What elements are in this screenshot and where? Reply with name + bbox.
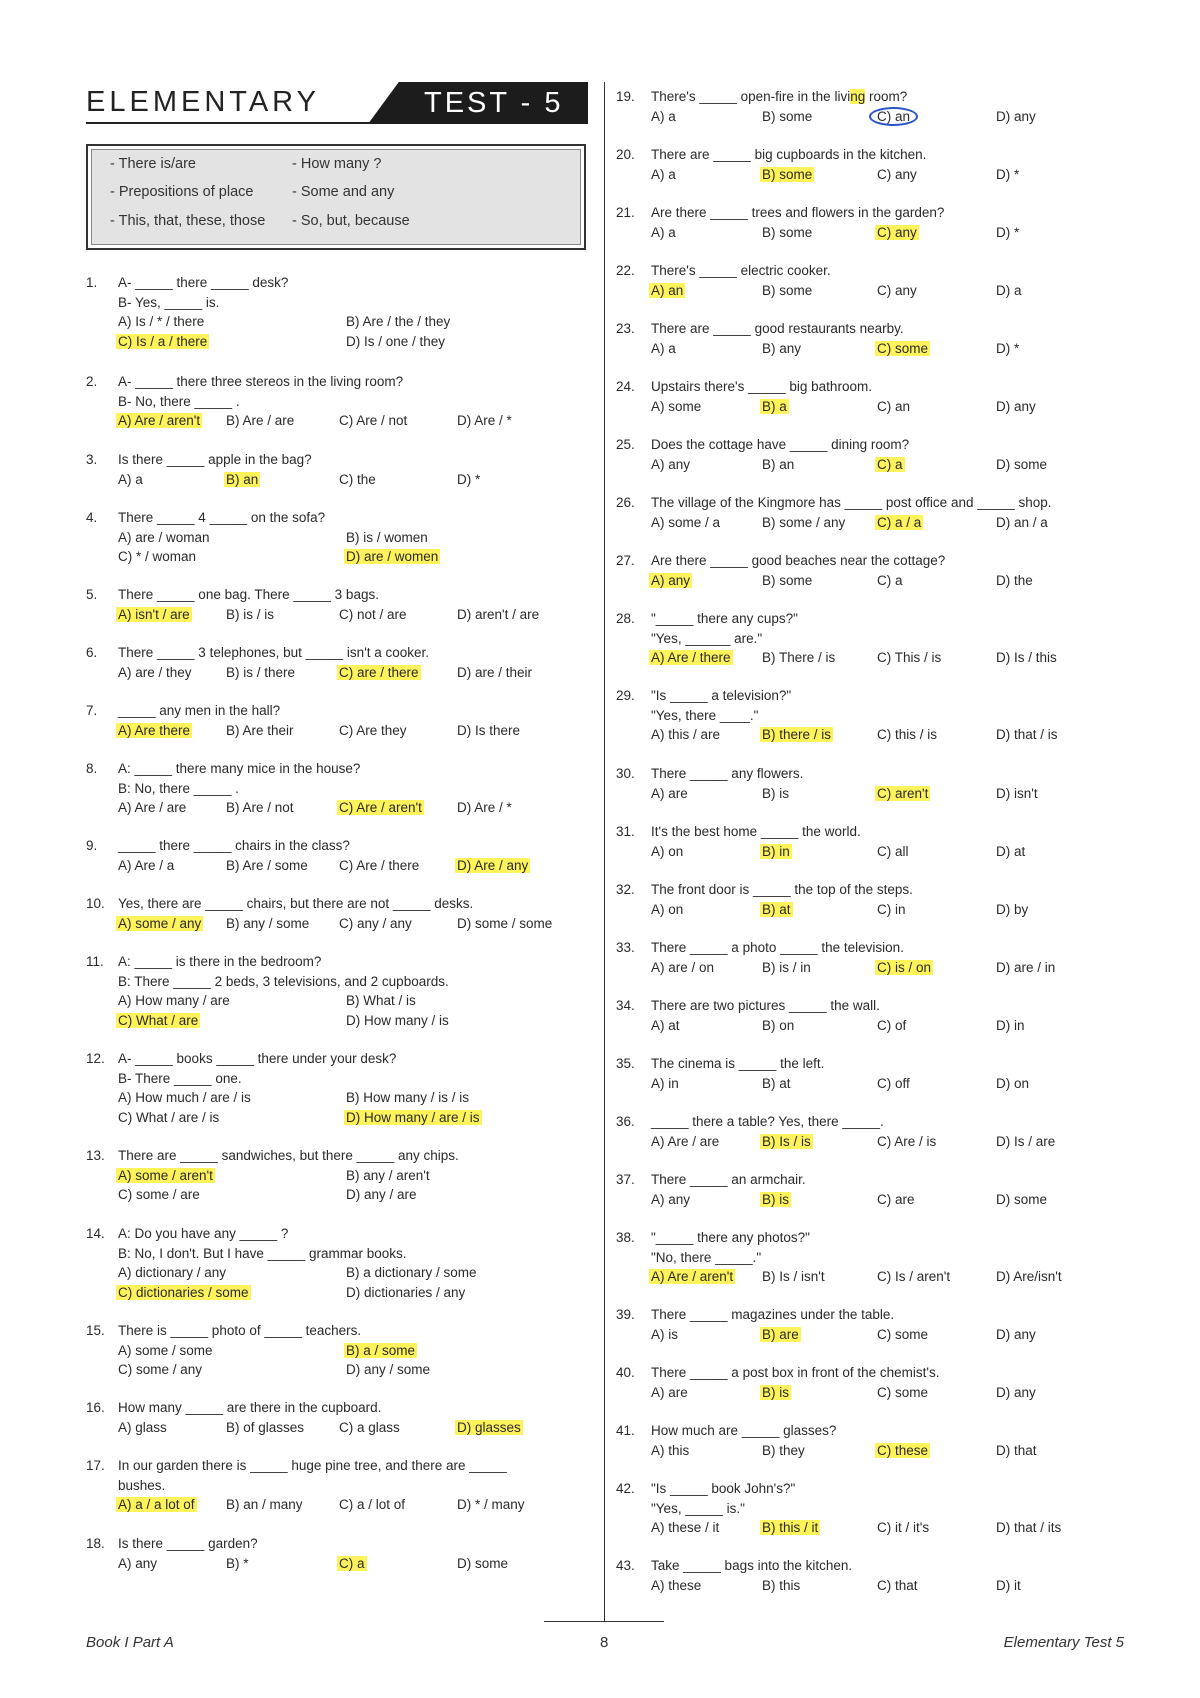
question-number: 23. <box>616 321 635 336</box>
highlighted-answer: C) these <box>877 1442 929 1458</box>
answer-option: D) are / in <box>996 959 1056 975</box>
question-text: A- _____ there three stereos in the living room? <box>118 374 404 389</box>
answer-option: D) * <box>996 340 1020 356</box>
answer-option: C) a / lot of <box>339 1497 406 1512</box>
answer-option: B) Is / isn't <box>762 1269 825 1284</box>
answer-option: C) this / is <box>877 727 938 742</box>
answer-option: C) some <box>877 1326 929 1342</box>
answer-option: D) any / some <box>346 1362 431 1377</box>
question-number: 20. <box>616 147 635 162</box>
answer-option: B) some <box>762 224 813 240</box>
question-text: The village of the Kingmore has _____ post office and _____ shop. <box>651 495 1052 510</box>
highlighted-answer: B) are <box>762 1326 799 1342</box>
answer-option: C) Are / not <box>339 413 408 428</box>
question-number: 11. <box>86 954 104 969</box>
answer-option: A) some / some <box>118 1342 213 1358</box>
question-text: B: No, there _____ . <box>118 780 239 796</box>
question-number: 36. <box>616 1114 635 1129</box>
answer-option: B) Are their <box>226 722 294 738</box>
answer-option: B) some <box>762 282 813 298</box>
highlighted-answer: D) are / women <box>346 549 439 564</box>
answer-option: D) Is / are <box>996 1133 1056 1149</box>
question-text: Is there _____ garden? <box>118 1536 258 1551</box>
answer-option: D) Are / * <box>457 413 512 428</box>
highlighted-answer: C) a / a <box>877 514 922 530</box>
highlighted-answer: C) Is / a / there <box>118 333 208 349</box>
question-text: B- There _____ one. <box>118 1070 242 1086</box>
question-text: Is there _____ apple in the bag? <box>118 452 312 467</box>
question-text: In our garden there is _____ huge pine tree, and there are _____ <box>118 1458 507 1473</box>
answer-option: D) by <box>996 901 1029 917</box>
highlighted-answer: A) any <box>651 572 691 588</box>
answer-option: A) is <box>651 1326 678 1342</box>
answer-option: A) a <box>651 166 676 182</box>
question-number: 25. <box>616 437 635 452</box>
answer-option: A) How much / are / is <box>118 1090 251 1105</box>
highlighted-answer: B) Is / is <box>762 1133 811 1149</box>
answer-option: B) is <box>762 785 789 801</box>
question-number: 3. <box>86 452 98 467</box>
question-text: A: _____ there many mice in the house? <box>118 761 361 776</box>
highlighted-answer: C) dictionaries / some <box>118 1284 249 1300</box>
answer-option: A) these / it <box>651 1520 720 1535</box>
question-text: A- _____ there _____ desk? <box>118 275 289 290</box>
question-text: "_____ there any photos?" <box>651 1230 810 1245</box>
answer-option: B) they <box>762 1442 805 1458</box>
answer-option: C) of <box>877 1017 907 1033</box>
question-number: 40. <box>616 1365 635 1380</box>
answer-option: D) are / their <box>457 664 533 680</box>
question-text: There are two pictures _____ the wall. <box>651 998 880 1013</box>
highlighted-answer: B) in <box>762 843 790 859</box>
answer-option: B) Are / some <box>226 857 308 873</box>
question-number: 29. <box>616 688 635 703</box>
question-text: There's _____ open-fire in the living room? <box>651 89 908 104</box>
answer-option: D) isn't <box>996 785 1038 801</box>
highlighted-answer: C) Are / aren't <box>339 800 422 815</box>
answer-option: D) Are / * <box>457 800 512 815</box>
answer-option: D) that / its <box>996 1520 1062 1535</box>
question-text: There are _____ big cupboards in the kitchen. <box>651 147 927 162</box>
level-title: ELEMENTARY <box>86 86 320 118</box>
question-number: 35. <box>616 1056 635 1071</box>
question-text: "Yes, _____ is." <box>651 1500 745 1516</box>
question-number: 28. <box>616 611 635 626</box>
topic-item: - How many ? <box>292 156 382 172</box>
question-text: There is _____ photo of _____ teachers. <box>118 1323 362 1338</box>
answer-option: B) There / is <box>762 650 836 665</box>
answer-option: D) an / a <box>996 514 1048 530</box>
circled-answer: C) an <box>877 107 918 127</box>
answer-option: D) on <box>996 1075 1030 1091</box>
answer-option: D) aren't / are <box>457 606 540 622</box>
highlighted-answer: A) Are / aren't <box>118 413 201 428</box>
question-number: 13. <box>86 1148 105 1163</box>
answer-option: B) an / many <box>226 1497 303 1512</box>
highlighted-answer: A) Are / aren't <box>651 1269 734 1284</box>
question-text: Upstairs there's _____ big bathroom. <box>651 379 872 394</box>
answer-option: A) are / on <box>651 959 715 975</box>
question-text: The front door is _____ the top of the steps. <box>651 882 913 897</box>
question-number: 16. <box>86 1400 105 1415</box>
footer-test: Elementary Test 5 <box>1003 1634 1124 1651</box>
answer-option: D) Is there <box>457 722 521 738</box>
answer-option: D) some / some <box>457 915 553 931</box>
answer-option: A) some / a <box>651 514 721 530</box>
question-text: "No, there _____." <box>651 1249 762 1265</box>
highlighted-answer: A) some / aren't <box>118 1167 213 1183</box>
highlighted-answer: C) What / are <box>118 1012 199 1028</box>
highlighted-answer: A) isn't / are <box>118 606 190 622</box>
question-number: 15. <box>86 1323 105 1338</box>
question-number: 19. <box>616 89 635 104</box>
answer-option: B) is / women <box>346 529 428 545</box>
highlighted-answer: A) some / any <box>118 915 202 931</box>
question-text: There's _____ electric cooker. <box>651 263 831 278</box>
question-text: There _____ 4 _____ on the sofa? <box>118 510 326 525</box>
question-number: 30. <box>616 766 635 781</box>
question-text: B: There _____ 2 beds, 3 televisions, and 2 cupboards. <box>118 973 449 989</box>
highlighted-answer: C) any <box>877 224 917 240</box>
highlighted-answer: B) this / it <box>762 1520 819 1535</box>
footer-book: Book I Part A <box>86 1634 174 1651</box>
answer-option: D) some <box>996 456 1048 472</box>
question-text: There _____ a post box in front of the chemist's. <box>651 1365 940 1380</box>
answer-option: B) at <box>762 1075 791 1091</box>
highlighted-answer: D) How many / are / is <box>346 1109 480 1125</box>
question-number: 43. <box>616 1558 635 1573</box>
answer-option: A) a <box>651 340 676 356</box>
question-text: A: _____ is there in the bedroom? <box>118 954 322 969</box>
question-number: 7. <box>86 703 98 718</box>
answer-option: C) a glass <box>339 1419 400 1435</box>
answer-option: D) a <box>996 282 1022 298</box>
question-text: There _____ an armchair. <box>651 1172 806 1187</box>
answer-option: D) some <box>457 1555 509 1571</box>
answer-option: C) any <box>877 282 917 298</box>
answer-option: A) a <box>651 108 676 124</box>
question-text: B: No, I don't. But I have _____ grammar books. <box>118 1245 407 1261</box>
question-text: It's the best home _____ the world. <box>651 824 861 839</box>
topic-item: - There is/are <box>110 156 196 172</box>
highlighted-answer: A) Are / there <box>651 650 731 665</box>
answer-option: A) Are / are <box>651 1133 720 1149</box>
answer-option: A) this / are <box>651 727 721 742</box>
question-text: _____ any men in the hall? <box>118 703 281 718</box>
question-text: "Is _____ a television?" <box>651 688 792 703</box>
question-number: 22. <box>616 263 635 278</box>
answer-option: D) any <box>996 1384 1036 1400</box>
answer-option: D) in <box>996 1017 1025 1033</box>
highlighted-answer: A) Are there <box>118 722 191 738</box>
question-text: bushes. <box>118 1477 166 1493</box>
question-number: 21. <box>616 205 635 220</box>
question-text: "_____ there any cups?" <box>651 611 798 626</box>
question-text: How many _____ are there in the cupboard. <box>118 1400 382 1415</box>
question-text: Yes, there are _____ chairs, but there are not _____ desks. <box>118 896 474 911</box>
question-number: 37. <box>616 1172 635 1187</box>
answer-option: A) this <box>651 1442 690 1458</box>
answer-option: A) dictionary / any <box>118 1265 227 1280</box>
question-text: There are _____ good restaurants nearby. <box>651 321 904 336</box>
answer-option: B) What / is <box>346 993 416 1008</box>
answer-option: C) some <box>877 1384 929 1400</box>
answer-option: A) are <box>651 785 688 801</box>
question-text: Does the cottage have _____ dining room? <box>651 437 910 452</box>
answer-option: D) dictionaries / any <box>346 1284 466 1300</box>
answer-option: A) on <box>651 843 684 859</box>
answer-option: A) in <box>651 1075 679 1091</box>
topic-item: - So, but, because <box>292 213 410 229</box>
highlighted-answer: A) an <box>651 282 684 298</box>
answer-option: D) any <box>996 108 1036 124</box>
highlighted-answer: C) a <box>877 456 903 472</box>
question-number: 38. <box>616 1230 635 1245</box>
question-text: How much are _____ glasses? <box>651 1423 837 1438</box>
answer-option: A) Is / * / there <box>118 314 205 329</box>
answer-option: A) are / woman <box>118 529 210 545</box>
question-number: 9. <box>86 838 98 853</box>
answer-option: C) Are they <box>339 722 407 738</box>
answer-option: C) all <box>877 843 909 859</box>
question-number: 14. <box>86 1226 105 1241</box>
test-number: TEST - 5 <box>424 87 564 119</box>
question-number: 12. <box>86 1051 105 1066</box>
answer-option: D) * <box>996 166 1020 182</box>
answer-option: D) * <box>996 224 1020 240</box>
answer-option: A) these <box>651 1577 702 1593</box>
answer-option: C) some / are <box>118 1187 200 1202</box>
highlighted-answer: C) is / on <box>877 959 932 975</box>
answer-option: A) Are / are <box>118 800 187 815</box>
question-text: There _____ 3 telephones, but _____ isn't a cooker. <box>118 645 430 660</box>
answer-option: B) is / there <box>226 664 296 680</box>
question-text: A: Do you have any _____ ? <box>118 1226 289 1241</box>
answer-option: D) Is / this <box>996 650 1057 665</box>
answer-option: A) some <box>651 398 702 414</box>
answer-option: C) off <box>877 1075 910 1091</box>
question-number: 24. <box>616 379 635 394</box>
answer-option: A) at <box>651 1017 680 1033</box>
answer-option: B) some / any <box>762 514 846 530</box>
question-number: 10. <box>86 896 105 911</box>
question-text: _____ there _____ chairs in the class? <box>118 838 350 853</box>
answer-option: C) a <box>877 572 903 588</box>
topic-item: - Prepositions of place <box>110 184 254 200</box>
answer-option: B) any <box>762 340 802 356</box>
answer-option: D) some <box>996 1191 1048 1207</box>
answer-option: D) any <box>996 1326 1036 1342</box>
answer-option: C) not / are <box>339 606 407 622</box>
question-text: B- No, there _____ . <box>118 393 240 409</box>
question-number: 1. <box>86 275 98 290</box>
answer-option: D) at <box>996 843 1026 859</box>
highlighted-answer: B) some <box>762 166 813 182</box>
highlighted-answer: B) a / some <box>346 1342 416 1358</box>
highlighted-answer: D) glasses <box>457 1419 521 1435</box>
answer-option: B) an <box>762 456 795 472</box>
column-divider <box>604 82 605 1622</box>
answer-option: C) it / it's <box>877 1520 930 1535</box>
answer-option: D) Are/isn't <box>996 1269 1062 1284</box>
answer-option: C) an <box>877 398 911 414</box>
question-number: 42. <box>616 1481 635 1496</box>
answer-option: A) any <box>118 1555 158 1571</box>
topic-item: - Some and any <box>292 184 395 200</box>
question-text: "Yes, there ____." <box>651 707 759 723</box>
question-text: There _____ any flowers. <box>651 766 804 781</box>
question-text: There _____ magazines under the table. <box>651 1307 895 1322</box>
answer-option: B) any / aren't <box>346 1167 430 1183</box>
answer-option: C) any <box>877 166 917 182</box>
highlighted-answer: C) are / there <box>339 664 419 680</box>
answer-option: A) any <box>651 456 691 472</box>
highlighted-answer: B) at <box>762 901 791 917</box>
answer-option: B) some <box>762 108 813 124</box>
answer-option: B) is / in <box>762 959 811 975</box>
answer-option: B) is / is <box>226 606 275 622</box>
answer-option: A) a <box>651 224 676 240</box>
answer-option: B) some <box>762 572 813 588</box>
answer-option: B) Are / not <box>226 800 294 815</box>
answer-option: D) How many / is <box>346 1012 449 1028</box>
highlighted-answer: B) an <box>226 471 259 487</box>
answer-option: B) Are / the / they <box>346 314 451 329</box>
question-text: _____ there a table? Yes, there _____. <box>651 1114 884 1129</box>
answer-option: B) of glasses <box>226 1419 305 1435</box>
highlighted-answer: B) is <box>762 1384 789 1400</box>
answer-option: D) it <box>996 1577 1021 1593</box>
answer-option: C) Is / aren't <box>877 1269 951 1284</box>
question-number: 4. <box>86 510 98 525</box>
question-number: 18. <box>86 1536 105 1551</box>
answer-option: C) that <box>877 1577 918 1593</box>
question-number: 41. <box>616 1423 635 1438</box>
topic-item: - This, that, these, those <box>110 213 266 229</box>
topics-box <box>86 144 586 250</box>
question-number: 33. <box>616 940 635 955</box>
footer-rule <box>544 1621 664 1622</box>
answer-option: D) that <box>996 1442 1037 1458</box>
answer-option: A) a <box>118 471 143 487</box>
answer-option: A) are <box>651 1384 688 1400</box>
answer-option: B) on <box>762 1017 795 1033</box>
answer-option: C) in <box>877 901 906 917</box>
answer-option: D) * <box>457 471 481 487</box>
answer-option: B) a dictionary / some <box>346 1265 477 1280</box>
question-text: B- Yes, _____ is. <box>118 294 220 310</box>
question-number: 2. <box>86 374 98 389</box>
question-text: The cinema is _____ the left. <box>651 1056 825 1071</box>
highlighted-answer: B) there / is <box>762 727 832 742</box>
answer-option: D) Is / one / they <box>346 333 446 349</box>
footer-page-number: 8 <box>600 1634 609 1651</box>
question-text: A- _____ books _____ there under your desk? <box>118 1051 397 1066</box>
answer-option: C) This / is <box>877 650 942 665</box>
question-number: 27. <box>616 553 635 568</box>
answer-option: C) What / are / is <box>118 1109 220 1125</box>
answer-option: B) Are / are <box>226 413 295 428</box>
question-text: Are there _____ good beaches near the cottage? <box>651 553 946 568</box>
answer-option: B) * <box>226 1555 249 1571</box>
answer-option: A) How many / are <box>118 993 230 1008</box>
question-text: There _____ one bag. There _____ 3 bags. <box>118 587 379 602</box>
answer-option: A) are / they <box>118 664 192 680</box>
question-number: 32. <box>616 882 635 897</box>
answer-option: D) * / many <box>457 1497 525 1512</box>
question-number: 5. <box>86 587 98 602</box>
question-number: 26. <box>616 495 635 510</box>
question-text: "Is _____ book John's?" <box>651 1481 796 1496</box>
question-text: There are _____ sandwiches, but there _____ any chips. <box>118 1148 459 1163</box>
highlighted-answer: B) is <box>762 1191 789 1207</box>
question-number: 34. <box>616 998 635 1013</box>
answer-option: C) Are / is <box>877 1133 937 1149</box>
highlighted-answer: C) some <box>877 340 929 356</box>
answer-option: A) on <box>651 901 684 917</box>
answer-option: C) the <box>339 471 376 487</box>
answer-option: D) any <box>996 398 1036 414</box>
answer-option: B) this <box>762 1577 801 1593</box>
answer-option: D) that / is <box>996 727 1058 742</box>
question-number: 8. <box>86 761 98 776</box>
answer-option: A) Are / a <box>118 857 175 873</box>
answer-option: D) any / are <box>346 1187 417 1202</box>
question-number: 17. <box>86 1458 105 1473</box>
answer-option: C) * / woman <box>118 549 197 564</box>
highlighted-answer: C) a <box>339 1555 365 1571</box>
highlighted-answer: C) aren't <box>877 785 929 801</box>
highlighted-answer: A) a / a lot of <box>118 1497 195 1512</box>
question-number: 6. <box>86 645 98 660</box>
answer-option: C) some / any <box>118 1362 203 1377</box>
highlighted-answer: D) Are / any <box>457 857 529 873</box>
question-text: There _____ a photo _____ the television. <box>651 940 904 955</box>
question-number: 31. <box>616 824 635 839</box>
answer-option: B) How many / is / is <box>346 1090 470 1105</box>
answer-option: B) any / some <box>226 915 310 931</box>
question-number: 39. <box>616 1307 635 1322</box>
highlighted-answer: B) a <box>762 398 787 414</box>
question-text: "Yes, ______ are." <box>651 630 763 646</box>
answer-option: C) are <box>877 1191 915 1207</box>
question-text: Take _____ bags into the kitchen. <box>651 1558 853 1573</box>
question-text: Are there _____ trees and flowers in the garden? <box>651 205 945 220</box>
answer-option: A) glass <box>118 1419 167 1435</box>
answer-option: C) Are / there <box>339 857 420 873</box>
answer-option: C) any / any <box>339 915 412 931</box>
answer-option: D) the <box>996 572 1033 588</box>
answer-option: A) any <box>651 1191 691 1207</box>
